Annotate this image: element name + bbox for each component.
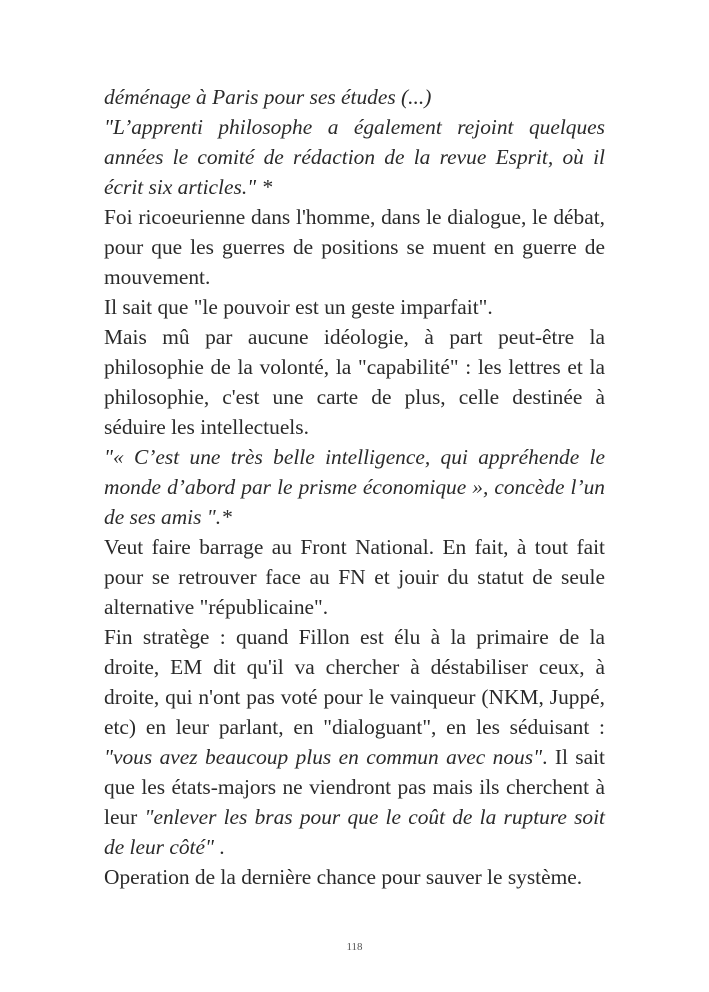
paragraph-front-national: Veut faire barrage au Front National. En fait, à tout fait pour se retrouver face au FN et jouir du statut de seule alternative "républicaine". — [104, 535, 605, 619]
strategy-quote-bras: "enlever les bras pour que le coût de la rupture soit de leur côté" — [104, 805, 605, 859]
paragraph-ideologie: Mais mû par aucune idéologie, à part peut-être la philosophie de la volonté, la "capabilité" : les lettres et la philosophie, c'est une carte de plus, celle destinée à séduire les intellectuels. — [104, 325, 605, 439]
strategy-end: . — [213, 835, 225, 859]
strategy-middle: . Il sait que les états-majors ne viendront pas mais ils cherchent à leur — [104, 745, 605, 829]
paragraph-pouvoir: Il sait que "le pouvoir est un geste imparfait". — [104, 295, 493, 319]
paragraph-strategy — [104, 622, 605, 862]
quote-esprit: "L’apprenti philosophe a également rejoint quelques années le comité de rédaction de la revue Esprit, où il écrit six articles." * — [104, 115, 605, 199]
strategy-lead: Fin stratège : quand Fillon est élu à la primaire de la droite, EM dit qu'il va chercher à déstabiliser ceux, à droite, qui n'ont pas voté pour le vainqueur (NKM, Juppé, etc) en leur parlant, en "dialoguant", en les séduisant : — [104, 625, 605, 739]
strategy-quote-commun: "vous avez beaucoup plus en commun avec nous" — [104, 745, 543, 769]
paragraph-studies: déménage à Paris pour ses études (...) — [104, 85, 432, 109]
page-body — [104, 82, 605, 892]
paragraph-ricoeur: Foi ricoeurienne dans l'homme, dans le dialogue, le débat, pour que les guerres de positions se muent en guerre de mouvement. — [104, 205, 605, 289]
paragraph-closing: Operation de la dernière chance pour sauver le système. — [104, 865, 583, 889]
page-number: 118 — [346, 941, 363, 953]
quote-intelligence: "« C’est une très belle intelligence, qui appréhende le monde d’abord par le prisme économique », concède l’un de ses amis ".* — [104, 445, 605, 529]
